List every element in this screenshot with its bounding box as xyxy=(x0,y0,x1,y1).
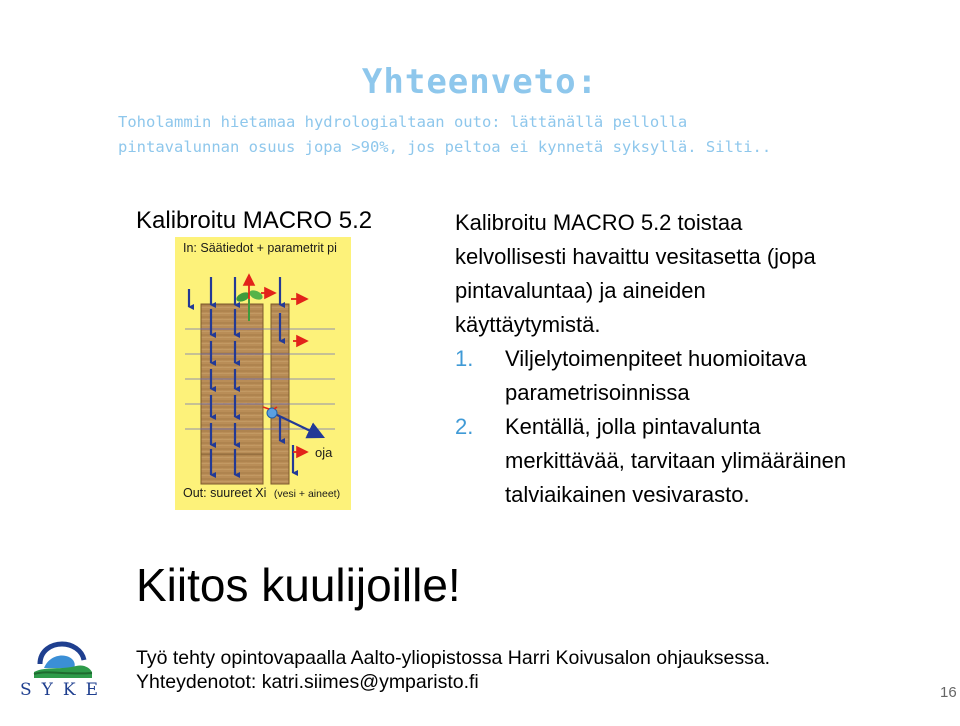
list-item xyxy=(455,410,935,512)
syke-logo-text: SYKE xyxy=(20,680,108,700)
figure-output-main: Out: suureet Xi xyxy=(183,486,267,500)
page-number: 16 xyxy=(940,684,957,701)
summary-line: kelvollisesti havaittu vesitasetta (jopa xyxy=(455,244,816,269)
footer-text xyxy=(136,646,770,694)
slide-subtitle xyxy=(118,110,938,160)
summary-line: käyttäytymistä. xyxy=(455,312,601,337)
summary-text xyxy=(455,206,935,512)
figure-oja-label: oja xyxy=(315,445,333,460)
figure-input-text: In: Säätiedot + parametrit pi xyxy=(183,241,337,255)
footer-line: Työ tehty opintovapaalla Aalto-yliopistossa Harri Koivusalon ohjauksessa. xyxy=(136,647,771,669)
footer-contact: Yhteydenotot: katri.siimes@ymparisto.fi xyxy=(136,671,479,693)
summary-line: Kalibroitu MACRO 5.2 toistaa xyxy=(455,210,743,235)
macro-model-diagram xyxy=(175,237,351,510)
list-item xyxy=(455,342,935,410)
subtitle-line: pintavalunnan osuus jopa >90%, jos peltoa ei kynnetä syksyllä. Silti.. xyxy=(118,138,772,156)
list-number: 1. xyxy=(455,346,474,371)
list-item-line: Kentällä, jolla pintavalunta xyxy=(505,414,761,439)
figure-label: Kalibroitu MACRO 5.2 xyxy=(136,207,373,234)
figure-output-paren: (vesi + aineet) xyxy=(273,488,341,500)
list-item-line: parametrisoinnissa xyxy=(505,380,690,405)
list-item-line: merkittävää, tarvitaan ylimääräinen xyxy=(505,448,847,473)
list-number: 2. xyxy=(455,414,474,439)
slide-title: Yhteenveto: xyxy=(361,62,599,102)
list-item-line: Viljelytoimenpiteet huomioitava xyxy=(505,346,807,371)
thanks-heading: Kiitos kuulijoille! xyxy=(136,559,461,611)
subtitle-line: Toholammin hietamaa hydrologialtaan outo: lättänällä pellolla xyxy=(118,113,688,131)
list-item-line: talviaikainen vesivarasto. xyxy=(505,482,750,507)
summary-line: pintavaluntaa) ja aineiden xyxy=(455,278,706,303)
